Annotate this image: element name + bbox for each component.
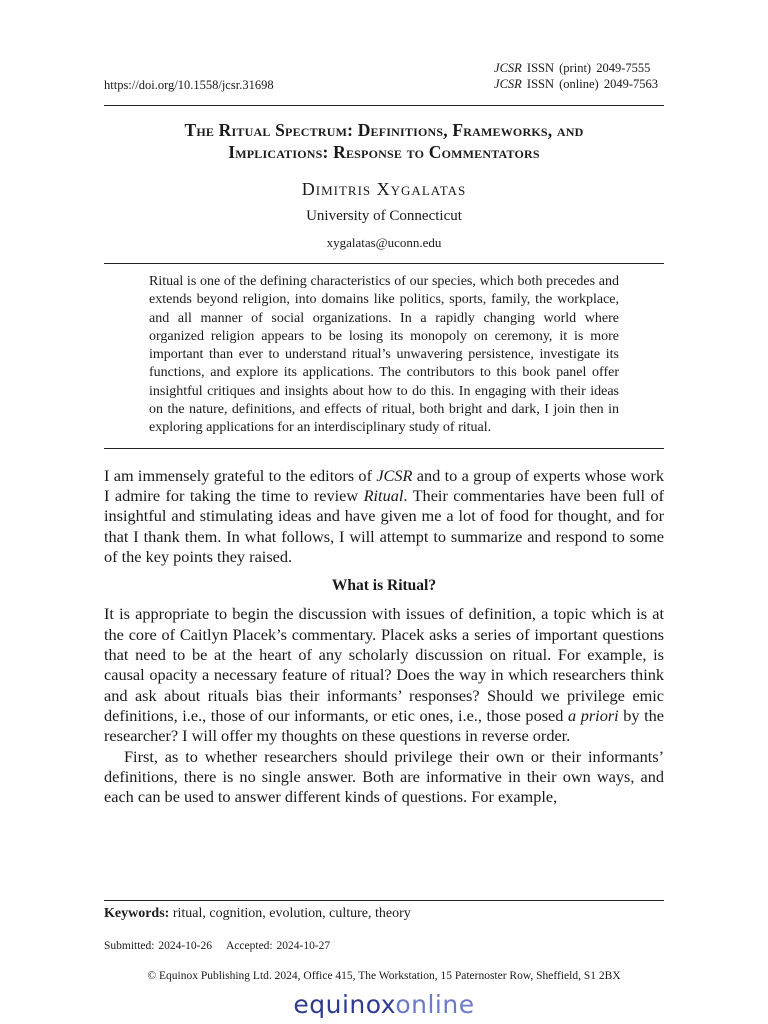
abstract-bottom-divider (104, 448, 664, 449)
author-name: Dimitris Xygalatas (301, 179, 467, 199)
issn-block (494, 60, 658, 92)
doi-link[interactable]: https://doi.org/10.1558/jcsr.31698 (104, 78, 274, 92)
journal-abbr: JCSR (494, 77, 522, 91)
submitted-date: Submitted: 2024-10-26 (104, 940, 213, 952)
submission-dates (104, 940, 344, 952)
section-heading: What is Ritual? (331, 577, 437, 595)
author-email[interactable]: xygalatas@uconn.edu (326, 235, 442, 250)
article-body (104, 466, 664, 808)
keywords-list: ritual, cognition, evolution, culture, theory (172, 906, 411, 921)
article-title: The Ritual Spectrum: Definitions, Frameworks, and Implications: Response to Commentators (184, 120, 584, 162)
copyright-notice: © Equinox Publishing Ltd. 2024, Office 415, The Workstation, 15 Paternoster Row, Sheffield, S1 2BX (147, 970, 621, 982)
equinox-online-logo[interactable]: equinoxonline (293, 990, 475, 1019)
journal-abbr: JCSR (494, 61, 522, 75)
article-page (104, 60, 664, 807)
running-header (104, 60, 664, 94)
keywords (104, 906, 664, 922)
accepted-date: Accepted: 2024-10-27 (226, 940, 331, 952)
intro-paragraph: I am immensely grateful to the editors of JCSR and to a group of experts whose work I admire for taking the time to review Ritual. Their commentaries have been full of insightful and stimulating ideas and have given me a lot of food for thought, and for that I thank them. In what follows, I will attempt to summarize and respond to some of the key points they raised. (104, 465, 665, 566)
section-paragraph-2: First, as to whether researchers should privilege their own or their informants’ definitions, there is no single answer. Both are informative in their own ways, and each can be used to answer different kinds of questions. For example, (104, 746, 664, 807)
keywords-label: Keywords: (104, 906, 170, 921)
author-affiliation: University of Connecticut (306, 208, 462, 224)
abstract: Ritual is one of the defining characteristics of our species, which both precedes and extends beyond religion, into domains like politics, sports, family, the workplace, and all manner of social organizations. In a rapidly changing world where organized religion appears to be losing its monopoly on ceremony, it is more important than ever to understand ritual’s unwavering persistence, investigate its functions, and explore its applications. The contributors to this book panel offer insightful critiques and insights about how to do this. In engaging with their ideas on the nature, definitions, and effects of ritual, both bright and dark, I join then in exploring applications for an interdisciplinary study of ritual. (149, 274, 619, 436)
abstract-top-divider (104, 263, 664, 264)
section-paragraph-1: It is appropriate to begin the discussion with issues of definition, a topic which is at the core of Caitlyn Placek’s commentary. Placek asks a series of important questions that need to be at the heart of any scholarly discussion on ritual. For example, is causal opacity a necessary feature of ritual? Does the way in which researchers think and ask about rituals bias their informants’ responses? Should we privilege emic definitions, i.e., those of our informants, or etic ones, i.e., those posed a priori by the researcher? I will offer my thoughts on these questions in reverse order. (104, 604, 665, 746)
issn-online: JCSR ISSN (online) 2049-7563 (494, 77, 658, 91)
issn-print: JCSR ISSN (print) 2049-7555 (494, 61, 651, 75)
keywords-divider (104, 900, 664, 901)
header-divider (104, 105, 664, 106)
